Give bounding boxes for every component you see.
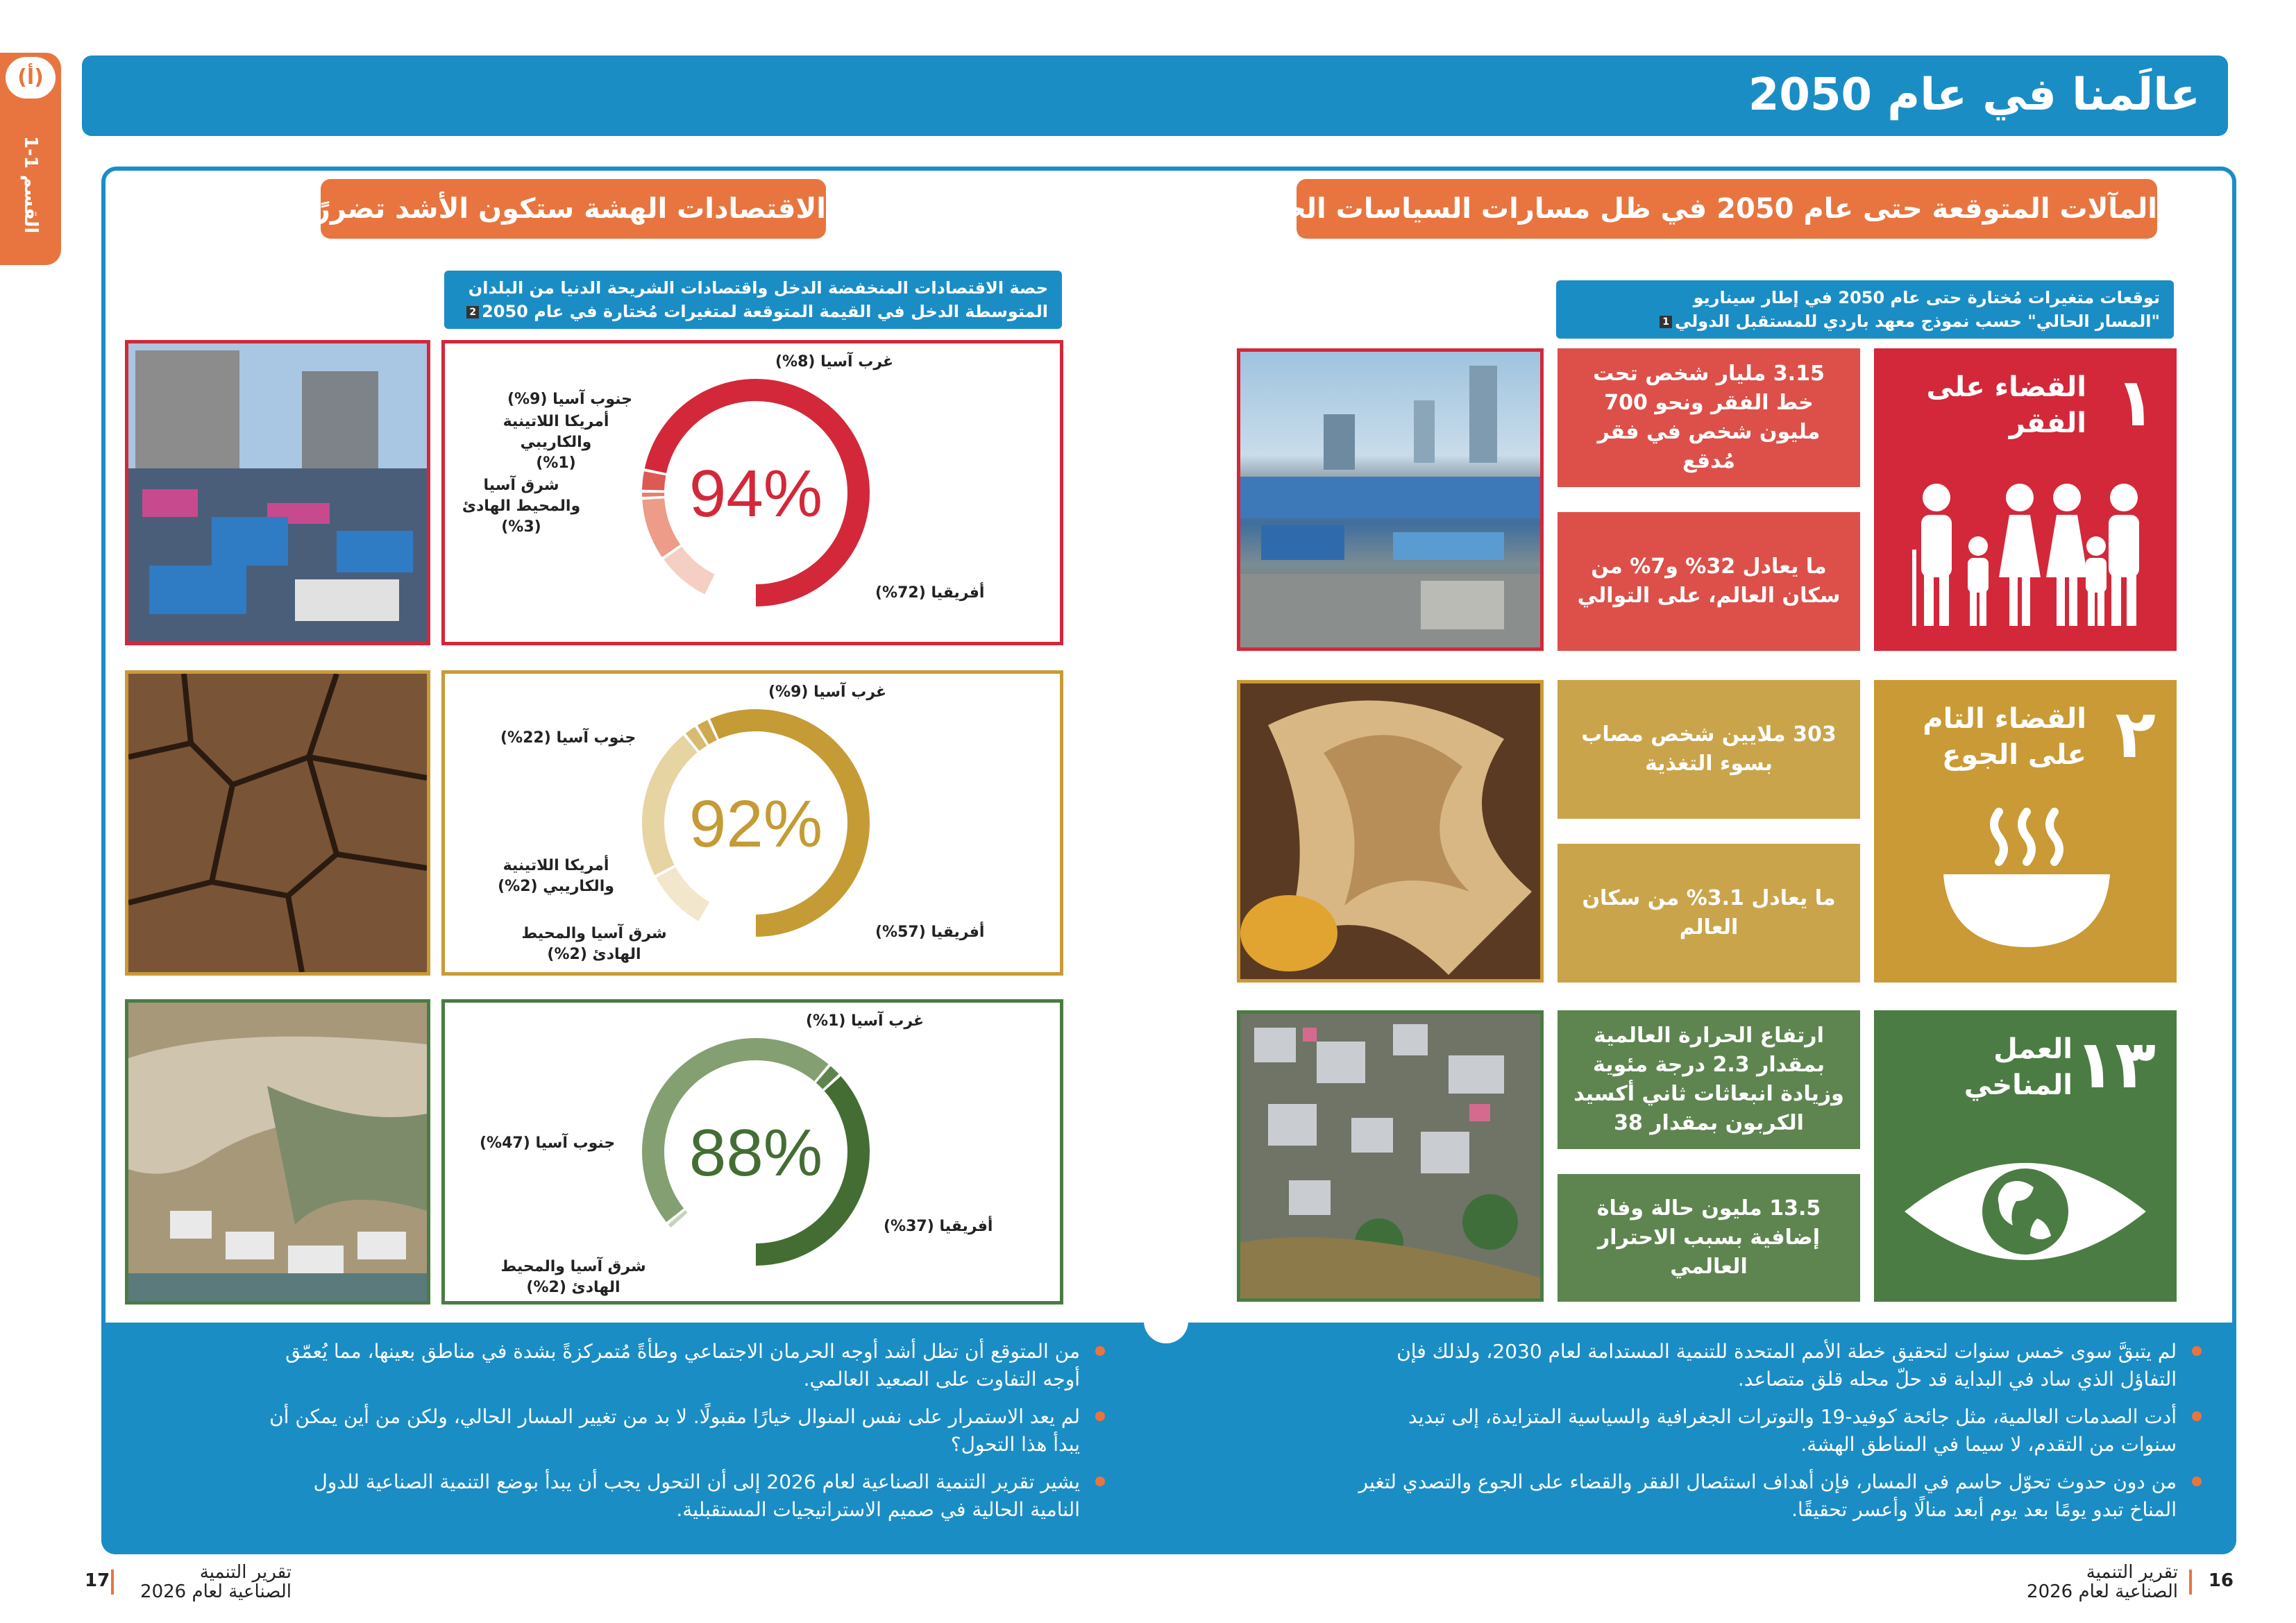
right-panel-subtitle xyxy=(1556,280,2174,339)
donut-label: جنوب آسيا (9%) xyxy=(507,391,632,408)
photo-slum xyxy=(1237,348,1544,651)
sdg-name: القضاء التام على الجوع xyxy=(1923,703,2086,771)
donut-card-food-insecurity xyxy=(441,670,1063,976)
section-label: القسم 1-1 xyxy=(20,135,41,234)
donut-card-extreme-poverty xyxy=(441,340,1063,645)
footnote-marker: 2 xyxy=(466,306,479,318)
donut-label: أفريقيا (57%) xyxy=(875,924,985,941)
donut-center-value: 92% xyxy=(689,787,823,861)
donut-segment xyxy=(656,867,709,921)
bullet-left-2: لم يعد الاستمرار على نفس المنوال خيارًا مقبولًا. لا بد من تغيير المسار الحالي، ولكن من أين يمكن أن يبدأ هذا التحول؟ xyxy=(269,1403,1080,1459)
donut-label: شرق آسيا والمحيط الهادئ (2%) xyxy=(500,1258,646,1296)
sdg-name: القضاء على الفقر xyxy=(1926,371,2086,439)
bullet-right-1: لم يتبقَّ سوى خمس سنوات لتحقيق خطة الأمم المتحدة للتنمية المستدامة لعام 2030، ولذلك فإن التفاؤل الذي ساد في البداية قد حلّ محله قلق متصاعد. xyxy=(1396,1338,2177,1393)
donut-label: غرب آسيا (8%) xyxy=(775,353,894,371)
sdg-tile-climate-action xyxy=(1874,1010,2177,1302)
stat-poverty-1: 3.15 مليار شخص تحت خط الفقر ونحو 700 مليون شخص في فقر مُدقع xyxy=(1558,348,1860,487)
bullet-left-1: من المتوقع أن تظل أشد أوجه الحرمان الاجتماعي وطأةً مُتمركزةً بشدة في مناطق بعينها، مما يُعمّق أوجه التفاوت على الصعيد العالمي. xyxy=(285,1338,1080,1393)
donut-center-value: 88% xyxy=(689,1116,823,1190)
footer-report-right: تقرير التنمية الصناعية لعام 2026 xyxy=(2027,1562,2178,1602)
stat-hunger-2: ما يعادل 3.1% من سكان العالم xyxy=(1558,844,1860,983)
donut-segment xyxy=(664,547,714,595)
footnote-marker: 1 xyxy=(1660,316,1672,328)
donut-label: جنوب آسيا (22%) xyxy=(500,729,636,747)
stat-poverty-2: ما يعادل 32% و7% من سكان العالم، على التوالي xyxy=(1558,512,1860,651)
section-badge: (أ) xyxy=(6,57,56,99)
donut-segment xyxy=(642,493,664,497)
left-panel-title: الاقتصادات الهشة ستكون الأشد تضررًا xyxy=(321,179,826,239)
donut-label: أمريكا اللاتينية والكاريبي (2%) xyxy=(498,857,614,895)
donut-label: شرق آسيا والمحيط الهادئ (2%) xyxy=(521,925,667,963)
bullet-right-2: أدت الصدمات العالمية، مثل جائحة كوفيد-19 والتوترات الجغرافية والسياسية المتزايدة، إلى تبديد سنوات من التقدم، لا سيما في المناطق الهشة. xyxy=(1408,1403,2177,1459)
family-icon xyxy=(1909,480,2145,633)
sdg-number: ١٣ xyxy=(2074,1026,2156,1103)
page-number-right: 16 xyxy=(2208,1570,2234,1591)
donut-label: غرب آسيا (9%) xyxy=(768,683,887,701)
footer-report-left: تقرير التنمية الصناعية لعام 2026 xyxy=(140,1562,292,1602)
right-subtitle-line1: توقعات متغيرات مُختارة حتى عام 2050 في إطار سيناريو xyxy=(1693,288,2160,307)
section-tab xyxy=(0,53,61,265)
left-subtitle-line2: المتوسطة الدخل في القيمة المتوقعة لمتغيرات مُختارة في عام 20502 xyxy=(458,300,1048,323)
sdg-name: العمل المناخي xyxy=(1964,1033,2073,1101)
donut-label: أفريقيا (72%) xyxy=(875,584,985,602)
left-panel-subtitle xyxy=(444,271,1062,329)
footer-divider xyxy=(2189,1570,2192,1595)
bowl-icon xyxy=(1936,798,2117,958)
donut-segment xyxy=(642,498,680,557)
eye-globe-icon xyxy=(1902,1142,2149,1281)
donut-label: جنوب آسيا (47%) xyxy=(480,1135,616,1152)
photo-laundry-slum xyxy=(125,340,430,645)
donut-label: غرب آسيا (1%) xyxy=(806,1012,925,1030)
right-subtitle-line2: "المسار الحالي" حسب نموذج معهد باردي للمستقبل الدولي1 xyxy=(1570,309,2160,333)
photo-cracked-earth xyxy=(125,670,430,976)
photo-landslide xyxy=(125,999,430,1305)
stat-climate-2: 13.5 مليون حالة وفاة إضافية بسبب الاحترار العالمي xyxy=(1558,1174,1860,1302)
stat-hunger-1: 303 ملايين شخص مصاب بسوء التغذية xyxy=(1558,680,1860,819)
donut-center-value: 94% xyxy=(689,457,823,531)
photo-flood-aerial xyxy=(1237,1010,1544,1302)
bullet-right-3: من دون حدوث تحوّل حاسم في المسار، فإن أهداف استئصال الفقر والقضاء على الجوع والتصدي لتغير المناخ تبدو يومًا بعد يوم أبعد منالًا وأعسر تحقيقًا. xyxy=(1359,1468,2177,1524)
donut-label: أفريقيا (37%) xyxy=(884,1218,993,1235)
photo-dry-corn xyxy=(1237,680,1544,983)
donut-card-climate-deaths xyxy=(441,999,1063,1305)
page-title: عالَمنا في عام 2050 xyxy=(1748,69,2200,121)
sdg-tile-no-poverty xyxy=(1874,348,2177,651)
sdg-number: ٢ xyxy=(2115,695,2156,773)
donut-segment xyxy=(642,471,666,490)
sdg-number: ١ xyxy=(2115,364,2156,441)
sdg-tile-zero-hunger xyxy=(1874,680,2177,983)
bullet-left-3: يشير تقرير التنمية الصناعية لعام 2026 إلى أن التحول يجب أن يبدأ بوضع التنمية الصناعية للدول النامية الحالية في صميم الاستراتيجيات المستقبلية. xyxy=(313,1468,1080,1524)
footer-divider xyxy=(111,1570,114,1595)
header-bar xyxy=(82,56,2228,136)
stat-climate-1: ارتفاع الحرارة العالمية بمقدار 2.3 درجة مئوية وزيادة انبعاثات ثاني أكسيد الكربون بمقدار 38 xyxy=(1558,1010,1860,1149)
page-number-left: 17 xyxy=(85,1570,110,1591)
right-panel-title: المآلات المتوقعة حتى عام 2050 في ظل مسارات السياسات الحالية xyxy=(1297,179,2157,239)
left-subtitle-line1: حصة الاقتصادات المنخفضة الدخل واقتصادات الشريحة الدنيا من البلدان xyxy=(468,278,1048,298)
donut-label: أمريكا اللاتينية والكاريبي (1%) xyxy=(503,413,609,472)
donut-label: شرق آسيا والمحيط الهادئ (3%) xyxy=(462,477,581,536)
